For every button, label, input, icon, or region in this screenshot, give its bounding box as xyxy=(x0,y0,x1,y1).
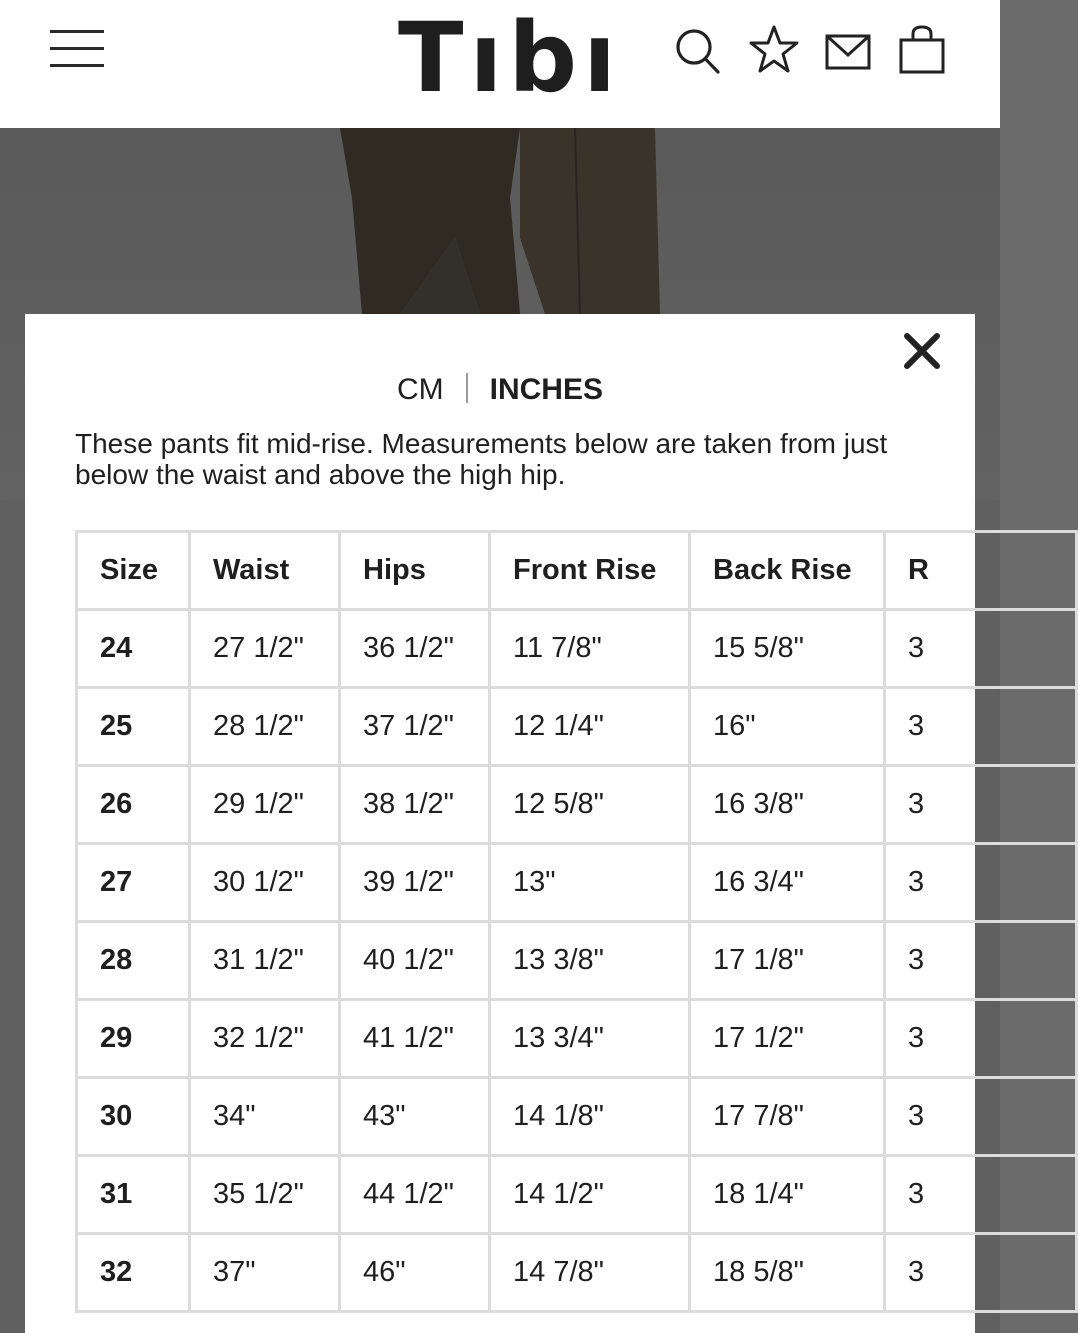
shopping-bag-icon[interactable] xyxy=(894,22,950,78)
measurement-cell: 41 1/2" xyxy=(340,1000,490,1078)
column-header: Back Rise xyxy=(690,532,885,610)
table-row xyxy=(77,1234,1077,1312)
column-header: R xyxy=(885,532,1077,610)
measurement-cell: 43" xyxy=(340,1078,490,1156)
size-cell: 25 xyxy=(77,688,190,766)
measurement-cell: 13" xyxy=(490,844,690,922)
measurement-cell: 27 1/2" xyxy=(190,610,340,688)
size-cell: 29 xyxy=(77,1000,190,1078)
table-header-row xyxy=(77,532,1077,610)
unit-toggle xyxy=(25,370,975,410)
size-table-scroll[interactable] xyxy=(75,530,929,1333)
measurement-cell: 3 xyxy=(885,1000,1077,1078)
measurement-cell: 18 1/4" xyxy=(690,1156,885,1234)
table-row xyxy=(77,688,1077,766)
close-icon[interactable] xyxy=(899,328,945,374)
measurement-cell: 46" xyxy=(340,1234,490,1312)
table-row xyxy=(77,844,1077,922)
size-cell: 31 xyxy=(77,1156,190,1234)
brand-logo[interactable]: Tıbı xyxy=(398,2,623,114)
measurement-cell: 3 xyxy=(885,1234,1077,1312)
fit-description: These pants fit mid-rise. Measurements below are taken from just below the waist and above the high hip. xyxy=(75,428,888,490)
column-header: Waist xyxy=(190,532,340,610)
measurement-cell: 12 1/4" xyxy=(490,688,690,766)
column-header: Size xyxy=(77,532,190,610)
unit-cm-option[interactable]: CM xyxy=(396,373,444,406)
measurement-cell: 11 7/8" xyxy=(490,610,690,688)
size-cell: 27 xyxy=(77,844,190,922)
search-icon[interactable] xyxy=(670,22,726,78)
measurement-cell: 13 3/8" xyxy=(490,922,690,1000)
measurement-cell: 37 1/2" xyxy=(340,688,490,766)
measurement-cell: 36 1/2" xyxy=(340,610,490,688)
measurement-cell: 14 1/8" xyxy=(490,1078,690,1156)
measurement-cell: 38 1/2" xyxy=(340,766,490,844)
measurement-cell: 39 1/2" xyxy=(340,844,490,922)
measurement-cell: 3 xyxy=(885,766,1077,844)
measurement-cell: 30 1/2" xyxy=(190,844,340,922)
table-row xyxy=(77,1156,1077,1234)
measurement-cell: 15 5/8" xyxy=(690,610,885,688)
table-row xyxy=(77,766,1077,844)
site-header xyxy=(0,0,1000,128)
size-cell: 26 xyxy=(77,766,190,844)
measurement-cell: 3 xyxy=(885,688,1077,766)
mail-icon[interactable] xyxy=(820,22,876,78)
measurement-cell: 44 1/2" xyxy=(340,1156,490,1234)
measurement-cell: 12 5/8" xyxy=(490,766,690,844)
measurement-cell: 14 1/2" xyxy=(490,1156,690,1234)
unit-inches-option[interactable]: INCHES xyxy=(489,373,603,406)
table-row xyxy=(77,1000,1077,1078)
measurement-cell: 32 1/2" xyxy=(190,1000,340,1078)
measurement-cell: 34" xyxy=(190,1078,340,1156)
measurement-cell: 18 5/8" xyxy=(690,1234,885,1312)
measurement-cell: 37" xyxy=(190,1234,340,1312)
unit-divider xyxy=(466,373,468,403)
measurement-cell: 14 7/8" xyxy=(490,1234,690,1312)
size-cell: 24 xyxy=(77,610,190,688)
measurement-cell: 17 7/8" xyxy=(690,1078,885,1156)
measurement-cell: 29 1/2" xyxy=(190,766,340,844)
measurement-cell: 3 xyxy=(885,1156,1077,1234)
measurement-cell: 28 1/2" xyxy=(190,688,340,766)
column-header: Hips xyxy=(340,532,490,610)
measurement-cell: 31 1/2" xyxy=(190,922,340,1000)
measurement-cell: 3 xyxy=(885,1078,1077,1156)
size-cell: 30 xyxy=(77,1078,190,1156)
measurement-cell: 13 3/4" xyxy=(490,1000,690,1078)
measurement-cell: 40 1/2" xyxy=(340,922,490,1000)
star-icon[interactable] xyxy=(746,22,802,78)
menu-icon[interactable] xyxy=(50,30,104,68)
table-row xyxy=(77,610,1077,688)
measurement-cell: 35 1/2" xyxy=(190,1156,340,1234)
measurement-cell: 3 xyxy=(885,844,1077,922)
measurement-cell: 16 3/8" xyxy=(690,766,885,844)
table-row xyxy=(77,922,1077,1000)
measurement-cell: 17 1/2" xyxy=(690,1000,885,1078)
table-row xyxy=(77,1078,1077,1156)
column-header: Front Rise xyxy=(490,532,690,610)
size-table xyxy=(75,530,1078,1313)
measurement-cell: 16" xyxy=(690,688,885,766)
size-cell: 32 xyxy=(77,1234,190,1312)
measurement-cell: 3 xyxy=(885,610,1077,688)
measurement-cell: 17 1/8" xyxy=(690,922,885,1000)
size-chart-modal xyxy=(25,314,975,1333)
size-cell: 28 xyxy=(77,922,190,1000)
measurement-cell: 3 xyxy=(885,922,1077,1000)
measurement-cell: 16 3/4" xyxy=(690,844,885,922)
